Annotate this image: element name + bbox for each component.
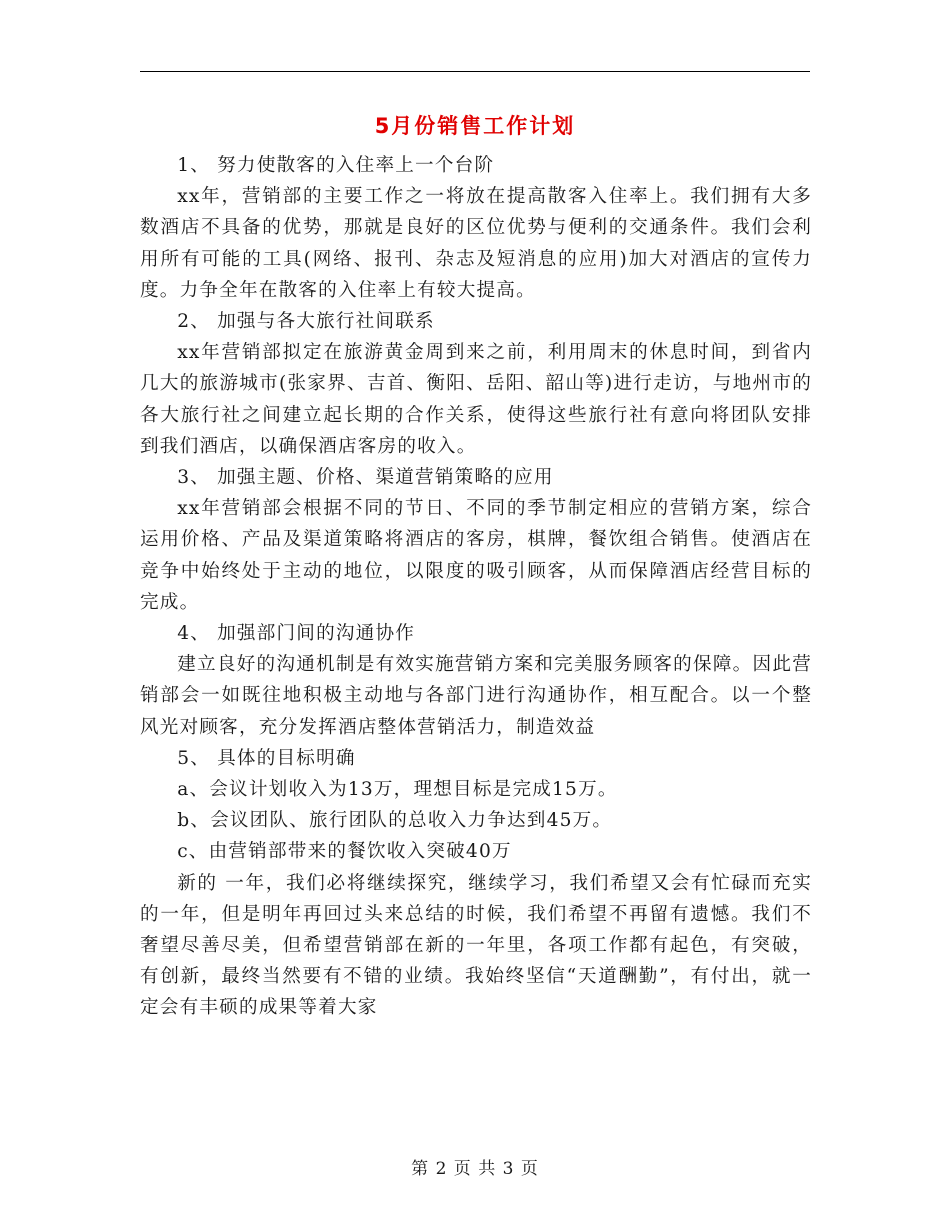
paragraph-2: xx年营销部拟定在旅游黄金周到来之前，利用周末的休息时间，到省内几大的旅游城市(张家界、吉首、衡阳、岳阳、韶山等)进行走访，与地州市的各大旅行社之间建立起长期的合作关系，使得这些旅行社有意向将团队安排到我们酒店，以确保酒店客房的收入。 bbox=[140, 342, 812, 457]
heading-2: 2、 加强与各大旅行社间联系 bbox=[177, 311, 435, 333]
goal-item-c: c、由营销部带来的餐饮收入突破40万 bbox=[177, 841, 512, 863]
closing-paragraph: 新的 一年，我们必将继续探究，继续学习，我们希望又会有忙碌而充实的一年，但是明年再回过头来总结的时候，我们希望不再留有遗憾。我们不奢望尽善尽美，但希望营销部在新的一年里，各项工作都有起色，有突破，有创新，最终当然要有不错的业绩。我始终坚信“天道酬勤”，有付出，就一定会有丰硕的成果等着大家 bbox=[140, 872, 812, 1019]
paragraph-3: xx年营销部会根据不同的节日、不同的季节制定相应的营销方案，综合运用价格、产品及渠道策略将酒店的客房，棋牌，餐饮组合销售。使酒店在竞争中始终处于主动的地位，以限度的吸引顾客，从而保障酒店经营目标的完成。 bbox=[140, 498, 812, 613]
heading-1: 1、 努力使散客的入住率上一个台阶 bbox=[177, 155, 495, 176]
page-number-footer: 第 2 页 共 3 页 bbox=[411, 1159, 539, 1179]
goal-item-a: a、会议计划收入为13万，理想目标是完成15万。 bbox=[177, 779, 618, 801]
document-body bbox=[140, 150, 812, 1024]
heading-5: 5、 具体的目标明确 bbox=[177, 747, 356, 769]
header-rule bbox=[140, 71, 810, 72]
paragraph-1: xx年，营销部的主要工作之一将放在提高散客入住率上。我们拥有大多数酒店不具备的优势，那就是良好的区位优势与便利的交通条件。我们会利用所有可能的工具(网络、报刊、杂志及短消息的应用)加大对酒店的宣传力度。力争全年在散客的入住率上有较大提高。 bbox=[140, 186, 812, 301]
heading-4: 4、 加强部门间的沟通协作 bbox=[177, 623, 416, 645]
goal-item-b: b、会议团队、旅行团队的总收入力争达到45万。 bbox=[177, 810, 613, 832]
heading-3: 3、 加强主题、价格、渠道营销策略的应用 bbox=[177, 467, 554, 489]
paragraph-4: 建立良好的沟通机制是有效实施营销方案和完美服务顾客的保障。因此营销部会一如既往地积极主动地与各部门进行沟通协作，相互配合。以一个整风光对顾客，充分发挥酒店整体营销活力，制造效益 bbox=[140, 654, 812, 738]
document-title: 5月份销售工作计划 bbox=[374, 114, 576, 138]
